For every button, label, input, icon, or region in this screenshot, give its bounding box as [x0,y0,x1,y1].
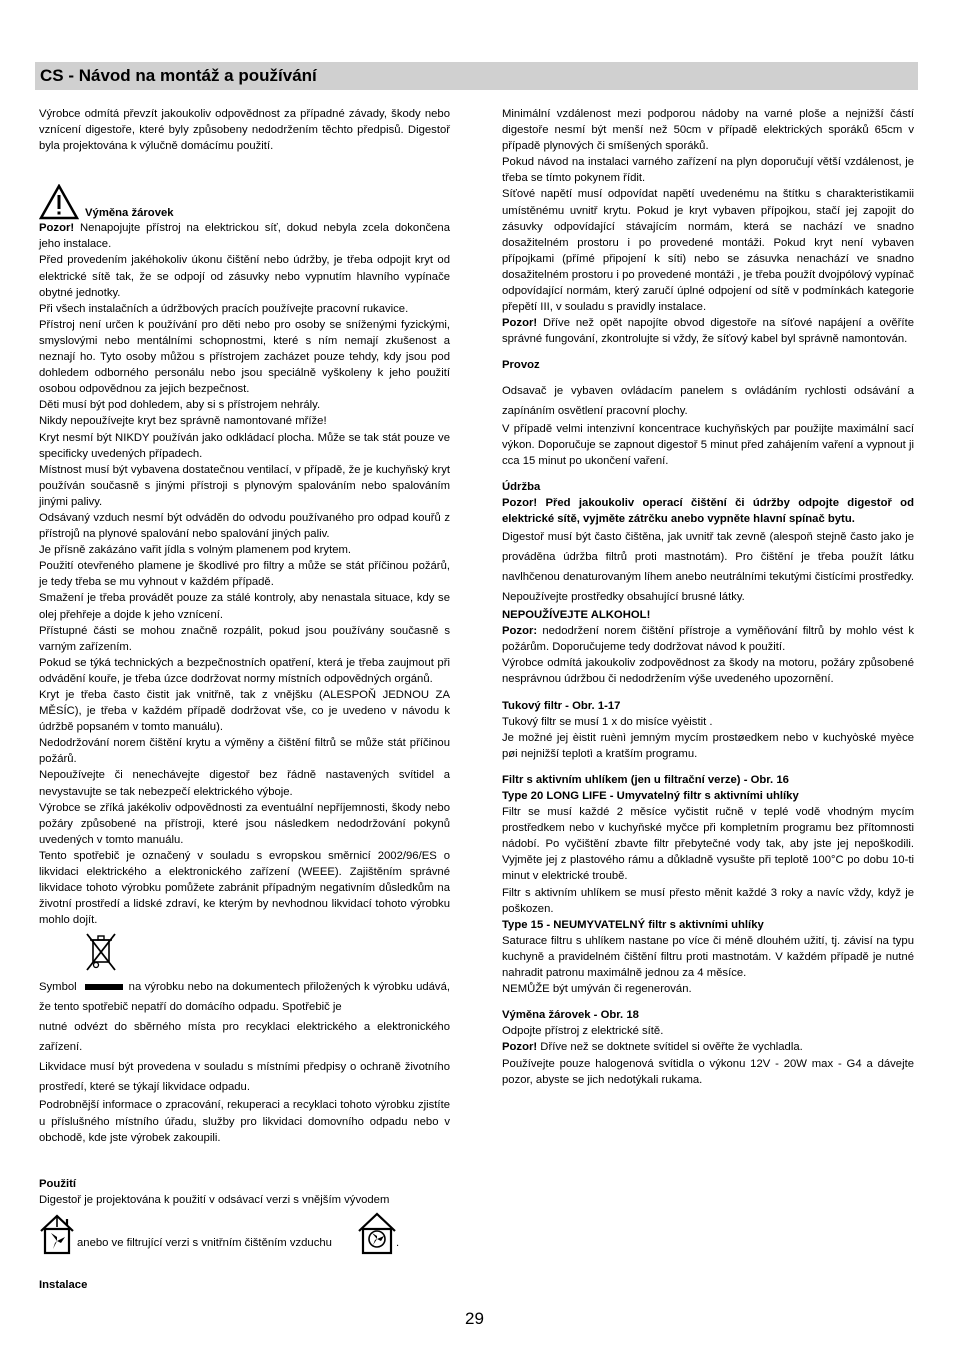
paragraph: Nedodržování norem čištění krytu a výměny a čištění filtrů se může stát příčinou požárů. [39,737,450,766]
paragraph: Smažení je třeba provádět pouze za stálé kontroly, aby nenastala situace, kdy se olej přehřeje a dojde k jeho vznícení. [39,592,450,621]
symbol-paragraph: Symbol na výrobku nebo na dokumentech přiložených k výrobku udává, že tento spotřebič nepatří do domácího odpadu. Spotřebič je [39,981,450,1014]
paragraph: Tento spotřebič je označený v souladu s evropskou směrnicí 2002/96/ES o likvidaci elektrického a elektronického zařízení (WEEE). Zajištěním správné likvidace tohoto výrobku pomůžete zabránit případným negativním důsledkům na životní prostředí a lidské zdraví, ke kterým by nevhodnou likvidací tohoto výrobku mohlo dojít. [39,849,450,927]
paragraph: Je přísně zakázáno vařit jídla s volným plamenem pod krytem. [39,544,352,557]
crossed-bin-icon [84,932,118,974]
paragraph: Minimální vzdálenost mezi podporou nádoby na varné ploše a nejnižší částí digestoře nesmí být menší než 50cm v případě elektrických sporáků 65cm v případě plynových či smíšených sporáků. [502,108,914,153]
paragraph: Přístupné části se mohou značně rozpálit, pokud jsou používány současně s varným zařízením. [39,624,450,653]
ducted-house-icon [39,1213,75,1255]
paragraph: Pokud návod na instalaci varného zařízení na plyn doporučují větší vzdálenost, je třeba se tímto pokynem řídit. [502,156,914,185]
paragraph: Kryt nesmí být NIKDY používán jako odkládací plocha. Může se tak stát pouze ve specificky uvedených případech. [39,431,450,460]
usage-text-filter: anebo ve filtrující verzi s vnitřním čištěním vzduchu [77,1236,332,1249]
paragraph: Používejte pouze halogenová svítidla o výkonu 12V - 20W max - G4 a dávejte pozor, abyste se jich nedotýkali rukama. [502,1057,914,1086]
page-number: 29 [465,1309,484,1328]
warning-triangle-icon [39,184,79,220]
paragraph: Kryt je třeba často čistit jak vnitřně, tak z vnějšku (ALESPOŇ JEDNOU ZA MĚSÍC), je třeba v každém případě dodržovat vše, co je uvedeno v návodu k údržbě popsaném v tomto manuálu). [39,689,450,734]
maintenance-heading: Údržba [502,480,541,493]
weee-symbol-block [39,932,450,977]
bold-label: Pozor! [39,222,75,235]
intro-paragraph: Výrobce odmítá převzít jakoukoliv odpovědnost za případné závady, škody nebo vznícení digestoře, které byly způsobeny nedodržením těchto předpisů. Digestoř byla projektována k výlučně domácímu použití. [39,108,450,153]
paragraph: Výrobce odmítá jakoukoliv zodpovědnost za škody na motoru, požáry způsobené nesprávnou údržbou či nedodržením výše uvedeného upozornění. [502,657,914,686]
paragraph: V případě velmi intenzivní koncentrace kuchyňských par použijte maximální sací výkon. Doporučuje se zapnout digestoř 5 minut před zahájením vaření a vypnout ji cca 15 minut po ukončení vaření. [502,422,914,467]
paragraph: Místnost musí být vybavena dostatečnou ventilací, v případě, že je kuchyňský kryt používán současně s jinými přístroji s plynovým spalováním nebo spalováním jinými palivy. [39,463,450,508]
paragraph: Přístroj není určen k používání pro děti nebo pro osoby se sníženými fyzickými, smyslovými nebo mentálními schopnostmi, které s ním nemají zkušenost a neznají ho. Tyto osoby můžou s přístrojem zacházet pouze tehdy, kdy jsou pod dohledem odborného personálu nebo jsou speciálně vyškoleny k jeho použití osobou odpovědnou za jejich bezpečnost. [39,318,450,396]
paragraph: Pozor! Dříve než se doktnete svítidel si ověřte že vychladla. [502,1041,803,1054]
no-alcohol-warning: NEPOUŽÍVEJTE ALKOHOL! [502,609,651,622]
paragraph: Pozor! Nenapojujte přístroj na elektrickou síť, dokud nebyla zcela dokončena jeho instalace. [39,222,450,251]
paragraph: Je možné jej èistit ruènì jemným mycím prostøedkem nebo v kuchyòské myèce pøi nejnižší teplotì a kratším programu. [502,731,914,760]
usage-icons-line [39,1211,450,1259]
page-title: CS - Návod na montáž a používání [40,66,317,85]
paragraph: Výrobce se zříká jakékoliv odpovědnosti za eventuální nepříjemnosti, škody nebo požáry způsobené na přístroji, které jsou následkem nedodržování pokynů uvedených v tomto manuálu. [39,801,450,846]
usage-paragraph: Digestoř je projektována k použití v odsávací verzi s vnějším vývodem [39,1193,390,1206]
paragraph: Filtr se musí každé 2 měsíce vyčistit ručně v teplé vodě vhodným mycím prostředkem nebo v kuchyňské myčce při kompletním programu bez přítomnosti nádobí. Po vyčištění zbavte filtr přebytečné vody tak, aby jste jej nepoškodili. Vyjměte jej z plastového rámu a důkladně vysušte při teplotě 100°C po dobu 10-ti minut v elektrické troubě. [502,806,914,883]
warning-block [39,184,450,220]
paragraph: Odsavač je vybaven ovládacím panelem s ovládáním rychlosti odsávání a zapínáním osvětlení pracovní plochy. [502,384,914,417]
bulb-replacement-heading: Výměna žárovek - Obr. 18 [502,1009,639,1022]
left-column [39,106,450,1293]
type20-heading: Type 20 LONG LIFE - Umyvatelný filtr s aktivními uhlíky [502,790,799,802]
bold-label: Pozor: [502,625,538,638]
grease-filter-heading: Tukový filtr - Obr. 1-17 [502,699,621,712]
bold-label: Pozor! [502,317,538,330]
carbon-filter-heading: Filtr s aktivním uhlíkem (jen u filtrační verze) - Obr. 16 [502,773,789,786]
paragraph: Pokud se týká technických a bezpečnostních opatření, která je třeba zaujmout při odvádění kouře, je třeba úzce dodržovat normy místních odpovědných orgánů. [39,656,450,685]
paragraph: Podrobnější informace o zpracování, rekuperaci a recyklaci tohoto výrobku zjistíte u příslušného místního úřadu, služby pro likvidaci domovního odpadu nebo v obchodě, kde jste výrobek zakoupili. [39,1099,450,1144]
paragraph: Pozor! Dříve než opět napojíte obvod digestoře na síťové napájení a ověříte správné fungování, zkontrolujte si vždy, že síťový kabel byl správně namontován. [502,317,914,346]
usage-text-end: . [396,1236,400,1249]
usage-heading: Použití [39,1177,77,1190]
paragraph: Likvidace musí být provedena v souladu s místními předpisy o ochraně životního prostředí, které se týkají likvidace odpadu. [39,1061,450,1094]
install-heading: Instalace [39,1278,88,1291]
bold-label: Pozor! [502,1041,538,1054]
paragraph: Před provedením jakéhokoliv úkonu čištění nebo údržby, je třeba odpojit kryt od elektrické sítě tak, že se odpojí od zásuvky nebo vypnutím hlavního vypínače obytné jednotky. [39,254,450,299]
paragraph: Použití otevřeného plamene je škodlivé pro filtry a může se stát příčinou požárů, je tedy třeba se mu vyhnout v každém případě. [39,560,450,589]
warning-heading: Výměna žárovek [85,207,174,220]
provoz-heading: Provoz [502,359,540,372]
recirculating-house-icon [357,1211,400,1255]
paragraph: Tukový filtr se musí 1 x do misíce vyèistit . [502,715,713,728]
paragraph: nutné odvézt do sběrného místa pro recyklaci elektrického a elektronického zařízení. [39,1021,450,1054]
paragraph: Síťové napětí musí odpovídat napětí uvedenému na štítku s charakteristikamii umístěnému uvnitř krytu. Pokud je kryt vybaven přípojkou, stačí jej zapojit do zásuvky odpovídající stávajícím normám, která se nachází ve snadno dosažitelném prostoru i po provedené montáži. Pokud kryt není vybaven přípojkami (přímé připojení k síti) nebo se zásuvka nenachází ve snadno dosažitelném prostoru i po provedené montáži , je třeba použít dvojpólový vypínač odpovídající normám, který zaručí úplné odpojení od sítě v podmínkách kategorie přepětí III, v souladu s pravidly instalace. [502,188,914,314]
paragraph: Děti musí být pod dohledem, aby si s přístrojem nehrály. [39,399,321,412]
paragraph: NEMŮŽE být umýván či regenerován. [502,983,692,996]
paragraph: Při všech instalačních a údržbových pracích používejte pracovní rukavice. [39,302,409,315]
paragraph: Pozor: nedodržení norem čištění přístroje a vyměňování filtrů by mohlo vést k požárům. Doporučujeme tedy dodržovat návod k použití. [502,625,914,654]
maintenance-warning: Pozor! Před jakoukoliv operací čištění či údržby odpojte digestoř od elektrické sítě, vyjměte zátrčku anebo vypněte hlavní spínač bytu. [502,496,914,525]
section-header-bar [35,62,918,90]
paragraph: Odsávaný vzduch nesmí být odváděn do odvodu používaného pro odpad kouřů z přístrojů na plynové spalování nebo spalování jiných paliv. [39,511,450,541]
paragraph: Digestoř musí být často čištěna, jak uvnitř tak zevně (alespoň stejně často jako je prováděna údržba filtrů proti mastnotám). Pro čištění je třeba použít látku navlhčenou denaturovaným líhem anebo neutrálními tekutými čistícími prostředky. Nepoužívejte prostředky obsahující brusné látky. [502,531,914,604]
right-column [502,106,914,1088]
paragraph: Saturace filtru s uhlíkem nastane po více či méně dlouhém užití, tj. závisí na typu kuchyně a pravidelném čištění filtru proti mastnotám. V každém případě je nutné nahradit patronu maximálně jednou za 4 měsíce. [502,934,914,980]
paragraph: Nepoužívejte či nenechávejte digestoř bez řádně nastavených svítidel a nevystavujte se tak nebezpečí elektrického výboje. [39,769,450,798]
paragraph: Filtr s aktivním uhlíkem se musí přesto měnit každé 3 roky a navíc vždy, když je poškozen. [502,886,914,915]
type15-heading: Type 15 - NEUMYVATELNÝ filtr s aktivními uhlíky [502,918,764,931]
paragraph: Nikdy nepoužívejte kryt bez správně namontované mříže! [39,415,327,428]
black-bar-symbol [85,984,123,990]
paragraph: Odpojte přístroj z elektrické sítě. [502,1025,664,1038]
